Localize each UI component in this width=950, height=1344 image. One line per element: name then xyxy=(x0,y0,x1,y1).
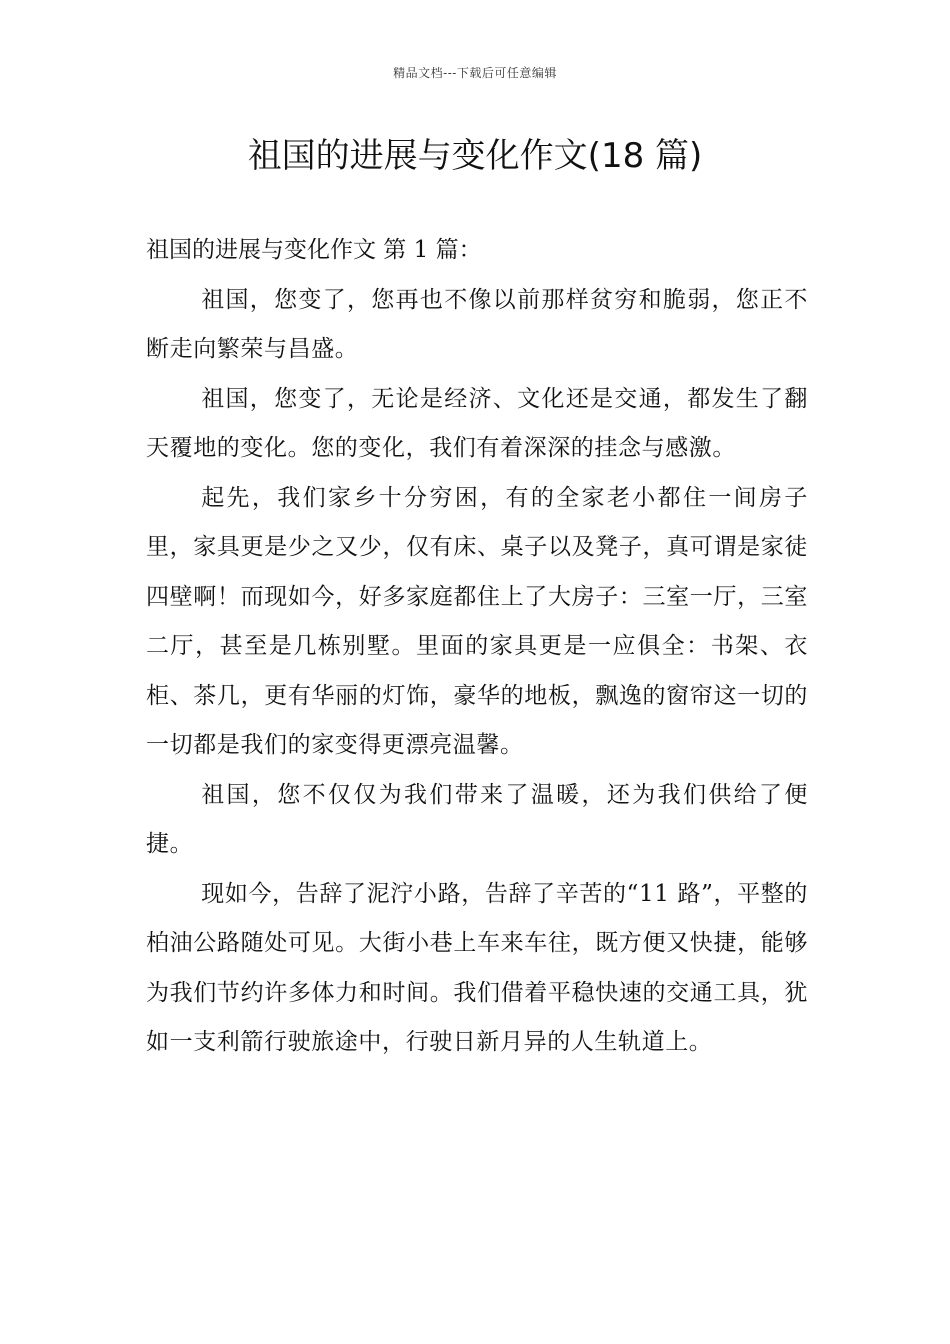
paragraph-3: 起先，我们家乡十分穷困，有的全家老小都住一间房子里，家具更是少之又少，仅有床、桌子以及凳子，真可谓是家徒四壁啊！而现如今，好多家庭都住上了大房子：三室一厅，三室二厅，甚至是几栋别墅。里面的家具更是一应俱全：书架、衣柜、茶几，更有华丽的灯饰，豪华的地板，飘逸的窗帘这一切的一切都是我们的家变得更漂亮温馨。 xyxy=(146,484,808,758)
paragraph-1: 祖国，您变了，您再也不像以前那样贫穷和脆弱，您正不断走向繁荣与昌盛。 xyxy=(146,286,808,362)
paragraph-5: 现如今，告辞了泥泞小路，告辞了辛苦的“11 路”，平整的柏油公路随处可见。大街小巷上车来车往，既方便又快捷，能够为我们节约许多体力和时间。我们借着平稳快速的交通工具，犹如一支利箭行驶旅途中，行驶日新月异的人生轨道上。 xyxy=(146,880,808,1055)
header-note: 精品文档---下载后可任意编辑 xyxy=(393,66,557,80)
paragraph-4: 祖国，您不仅仅为我们带来了温暖，还为我们供给了便捷。 xyxy=(146,781,808,857)
document-body xyxy=(146,226,808,1068)
section-heading: 祖国的进展与变化作文 第 1 篇： xyxy=(146,237,482,263)
paragraph-2: 祖国，您变了，无论是经济、文化还是交通，都发生了翻天覆地的变化。您的变化，我们有着深深的挂念与感激。 xyxy=(146,385,808,461)
document-title: 祖国的进展与变化作文(18 篇) xyxy=(247,136,703,176)
